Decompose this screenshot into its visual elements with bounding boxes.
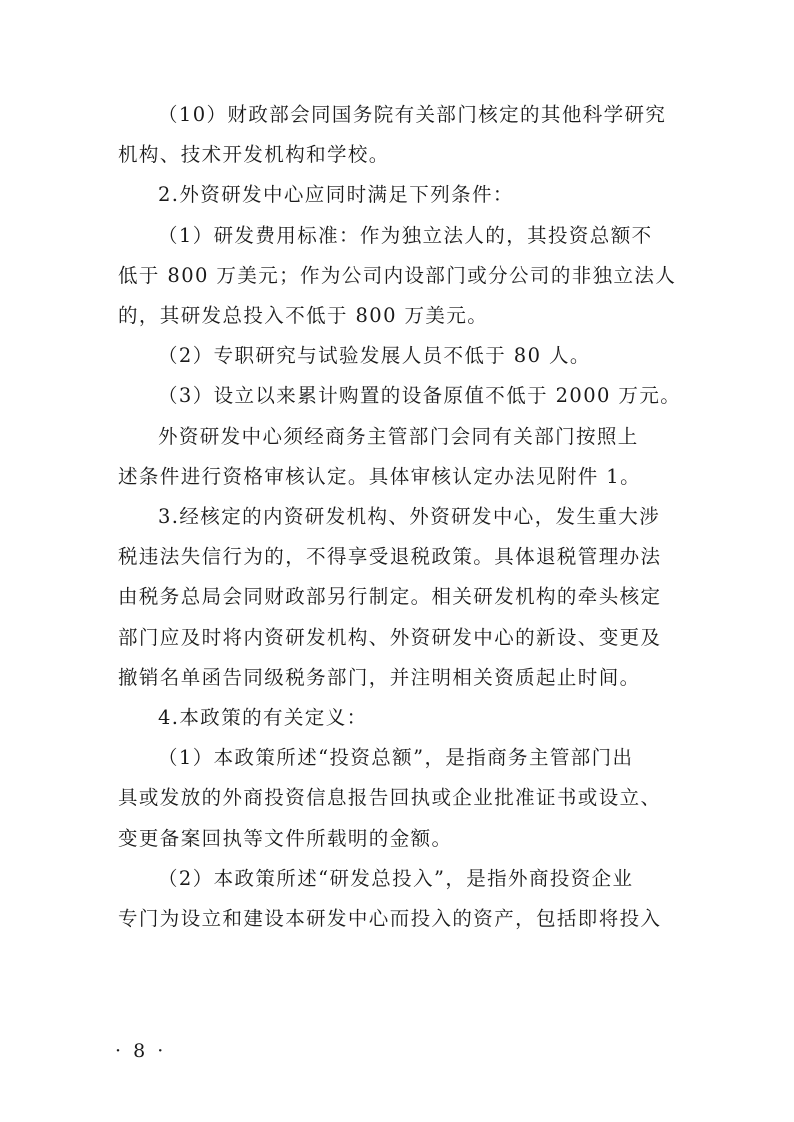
paragraph-definition-2 [118, 859, 678, 939]
paragraph-condition-3 [118, 376, 682, 416]
text-line: （3）设立以来累计购置的设备原值不低于 2000 万元。 [158, 384, 682, 408]
text-line: 2.外资研发中心应同时满足下列条件： [158, 183, 514, 207]
text-line: （1）研发费用标准：作为独立法人的，其投资总额不 [158, 223, 653, 247]
section-4-heading [118, 698, 678, 738]
paragraph-item-10 [118, 95, 678, 175]
paragraph-condition-2 [118, 336, 678, 376]
paragraph-review-note [118, 417, 678, 497]
text-line: 部门应及时将内资研发机构、外资研发中心的新设、变更及 [118, 625, 662, 649]
text-line: 低于 800 万美元；作为公司内设部门或分公司的非独立法人 [118, 263, 677, 287]
text-line: 具或发放的外商投资信息报告回执或企业批准证书或设立、 [118, 786, 662, 810]
section-2-heading [118, 175, 678, 215]
text-line: 机构、技术开发机构和学校。 [118, 143, 390, 167]
text-line: 述条件进行资格审核认定。具体审核认定办法见附件 1。 [118, 464, 642, 488]
text-line: （1）本政策所述“投资总额”，是指商务主管部门出 [158, 746, 634, 770]
text-line: 的，其研发总投入不低于 800 万美元。 [118, 304, 489, 328]
text-line: 专门为设立和建设本研发中心而投入的资产，包括即将投入 [118, 907, 662, 931]
text-line: 由税务总局会同财政部另行制定。相关研发机构的牵头核定 [118, 585, 662, 609]
text-line: （2）本政策所述“研发总投入”，是指外商投资企业 [158, 866, 634, 890]
page-number: · 8 · [115, 1040, 167, 1062]
text-line: （10）财政部会同国务院有关部门核定的其他科学研究 [158, 103, 667, 126]
text-line: 变更备案回执等文件所载明的金额。 [118, 826, 453, 850]
paragraph-condition-1 [118, 216, 678, 337]
body-text [118, 95, 682, 939]
text-line: 外资研发中心须经商务主管部门会同有关部门按照上 [158, 424, 639, 448]
paragraph-definition-1 [118, 738, 678, 859]
text-line: 撤销名单函告同级税务部门，并注明相关资质起止时间。 [118, 665, 641, 689]
text-line: （2）专职研究与试验发展人员不低于 80 人。 [158, 344, 591, 368]
paragraph-section-3 [118, 497, 678, 698]
text-line: 3.经核定的内资研发机构、外资研发中心，发生重大涉 [158, 505, 661, 529]
text-line: 税违法失信行为的，不得享受退税政策。具体退税管理办法 [118, 545, 662, 569]
text-line: 4.本政策的有关定义： [158, 706, 368, 730]
